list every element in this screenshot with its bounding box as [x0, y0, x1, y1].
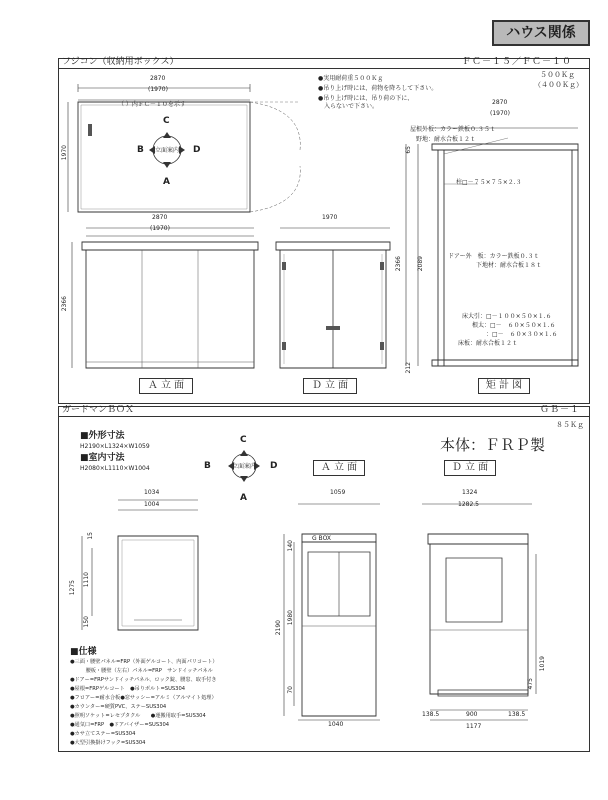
fujicon-section-top: 65 [405, 146, 412, 154]
fujicon-spec-door-outer: ドアー外 板：カラー鉄板０.３ｔ [448, 253, 540, 260]
fujicon-note-2: ●吊り上げ時には、荷物を降ろして下さい。 [318, 85, 438, 92]
fujicon-spec-floor-beam: 床大引：□－１００×５０×１.６ [462, 313, 552, 320]
guardman-ext-head: ■外形寸法 [80, 431, 125, 441]
fujicon-front-elevation [61, 222, 264, 380]
guardman-spec-6: ●カウンター=硬質PVC、ステーSUS304 [70, 704, 167, 710]
fujicon-label-d-elevation: Ｄ 立 面 [303, 378, 357, 394]
guardman-compass-label: 立面案内 [232, 463, 257, 470]
guardman-spec-9: ●カサ立てステー=SUS304 [70, 731, 136, 737]
fujicon-note-3: ●吊り上げ時には、吊り荷の下に、 [318, 95, 414, 102]
guardman-front-width: 1059 [330, 489, 346, 496]
guardman-spec-3: ●ドアー=FRPサンドイッチパネル、ロック錠、腰窓、取手付き [70, 677, 217, 683]
guardman-label-d-elevation: Ｄ 立 面 [444, 460, 496, 476]
guardman-int-head: ■室内寸法 [80, 453, 125, 463]
section-guardman-header-rule [58, 416, 589, 417]
guardman-side-base-mid: 900 [466, 711, 478, 718]
fujicon-plan-dir-d: D [193, 145, 201, 155]
fujicon-plan-note: （ ）内ＦＣ－１０を示す [118, 101, 186, 108]
fujicon-plan-width: 2870 [150, 75, 166, 82]
guardman-side-base-left: 138.5 [422, 711, 440, 718]
fujicon-spec-pillar: 柱□－７５×７５×２.３ [456, 179, 522, 186]
fujicon-spec-door-inner: 下地材：耐水合板１８ｔ [476, 262, 543, 269]
guardman-front-base: 1040 [328, 721, 344, 728]
fujicon-label-a-elevation: Ａ 立 面 [139, 378, 193, 394]
guardman-body-material: 本体：ＦＲＰ製 [440, 436, 546, 454]
fujicon-weight-fc10: （４００Ｋｇ） [534, 81, 583, 89]
guardman-spec-2: 腰板・腰壁（左右）パネル=FRP サンドイッチパネル [70, 668, 213, 674]
guardman-dir-c: C [240, 435, 247, 445]
guardman-plan-width-inner: 1004 [144, 501, 160, 508]
guardman-side-elevation [416, 494, 556, 730]
category-tag: ハウス関係 [492, 20, 590, 46]
guardman-plan-width-outer: 1034 [144, 489, 160, 496]
guardman-spec-1: ●三面・腰壁パネル=FRP（外面ゲルコート、内面パリコート） [70, 659, 218, 665]
guardman-spec-head: ■仕様 [70, 647, 97, 657]
guardman-plan-drawing [78, 496, 208, 636]
guardman-side-base-right: 138.5 [508, 711, 526, 718]
fujicon-note-4: 入らないで下さい。 [318, 103, 379, 110]
guardman-side-height: 1019 [539, 656, 546, 672]
guardman-plan-top: 15 [87, 532, 94, 540]
guardman-spec-7: ●照明ソケット=レセプタクル ●運搬用取手=SUS304 [70, 713, 206, 719]
fujicon-front-width: 2870 [152, 214, 168, 221]
guardman-side-base-total: 1177 [466, 723, 482, 730]
guardman-ext-value: H2190×L1324×W1059 [80, 443, 150, 450]
fujicon-spec-joist: 根太：□－ ６０×５０×１.６ [472, 322, 556, 329]
fujicon-plan-depth: 1970 [61, 145, 68, 161]
guardman-spec-8: ●通気口=FRP ●ドアバイザー=SUS304 [70, 722, 170, 728]
fujicon-front-width-fc10: (1970) [150, 225, 170, 232]
section-fujicon-header-rule [58, 68, 589, 69]
guardman-front-height: 2190 [275, 620, 282, 636]
fujicon-plan-dir-a: A [163, 177, 170, 187]
guardman-spec-10: ●大型引換掛けフック=SUS304 [70, 740, 146, 746]
guardman-side-lower: 475 [527, 678, 534, 690]
guardman-plan-bottom: 150 [83, 616, 90, 628]
guardman-plan-depth-outer: 1275 [69, 580, 76, 596]
guardman-spec-4: ●屋根=FRPゲルコート ●吊りボルト=SUS304 [70, 686, 186, 692]
fujicon-spec-joist-2: ：□－ ６０×３０×１.６ [486, 331, 558, 338]
guardman-sign: G BOX [312, 535, 332, 542]
section-guardman-title: ガードマンＢＯＸ [62, 405, 135, 415]
fujicon-compass-label: 立面案内 [155, 147, 180, 154]
fujicon-side-width: 1970 [322, 214, 338, 221]
fujicon-spec-floor-board: 床板：耐水合板１２ｔ [458, 340, 519, 347]
guardman-side-width-outer: 1324 [462, 489, 478, 496]
fujicon-plan-width-fc10: (1970) [148, 86, 168, 93]
guardman-front-elevation [280, 494, 400, 730]
guardman-weight: ８５Ｋｇ [556, 421, 584, 429]
guardman-dir-a: A [240, 493, 247, 503]
guardman-dir-b: B [204, 461, 211, 471]
fujicon-weight: ５００Ｋｇ [540, 71, 575, 79]
guardman-front-top: 140 [287, 540, 294, 552]
guardman-dir-d: D [270, 461, 278, 471]
fujicon-side-elevation [272, 222, 400, 380]
fujicon-plan-dir-c: C [163, 116, 170, 126]
section-fujicon-title: フジコン（収納用ボックス） [62, 57, 179, 67]
fujicon-spec-roof: 屋根外板：カラー鉄板０.３５ｔ [410, 126, 496, 133]
guardman-plan-depth-inner: 1110 [83, 572, 90, 588]
guardman-front-inner: 1980 [287, 610, 294, 626]
fujicon-section-width-fc10: (1970) [490, 110, 510, 117]
fujicon-plan-dir-b: B [137, 145, 144, 155]
guardman-front-bottom-h: 70 [287, 686, 294, 694]
section-fujicon-model: ＦＣ－１５／ＦＣ－１０ [462, 57, 573, 67]
fujicon-front-height: 2366 [61, 296, 68, 312]
fujicon-section-bottom: 212 [405, 362, 412, 374]
fujicon-section-mid: 2089 [417, 256, 424, 272]
guardman-side-width-inner: 1282.5 [458, 501, 479, 508]
guardman-label-a-elevation: Ａ 立 面 [313, 460, 365, 476]
fujicon-section-width: 2870 [492, 99, 508, 106]
fujicon-label-section: 矩 計 図 [478, 378, 530, 394]
fujicon-section-total: 2366 [395, 256, 402, 272]
guardman-int-value: H2080×L1110×W1004 [80, 465, 150, 472]
guardman-spec-5: ●フロアー=耐水合板●窓サッシー=アルミ（アルマイト処理） [70, 695, 217, 701]
fujicon-spec-ceiling: 野地：耐水合板１２ｔ [416, 136, 477, 143]
section-guardman-model: ＧＢ－１ [540, 405, 581, 415]
fujicon-note-1: ●実用耐荷重５００Ｋｇ [318, 75, 384, 82]
